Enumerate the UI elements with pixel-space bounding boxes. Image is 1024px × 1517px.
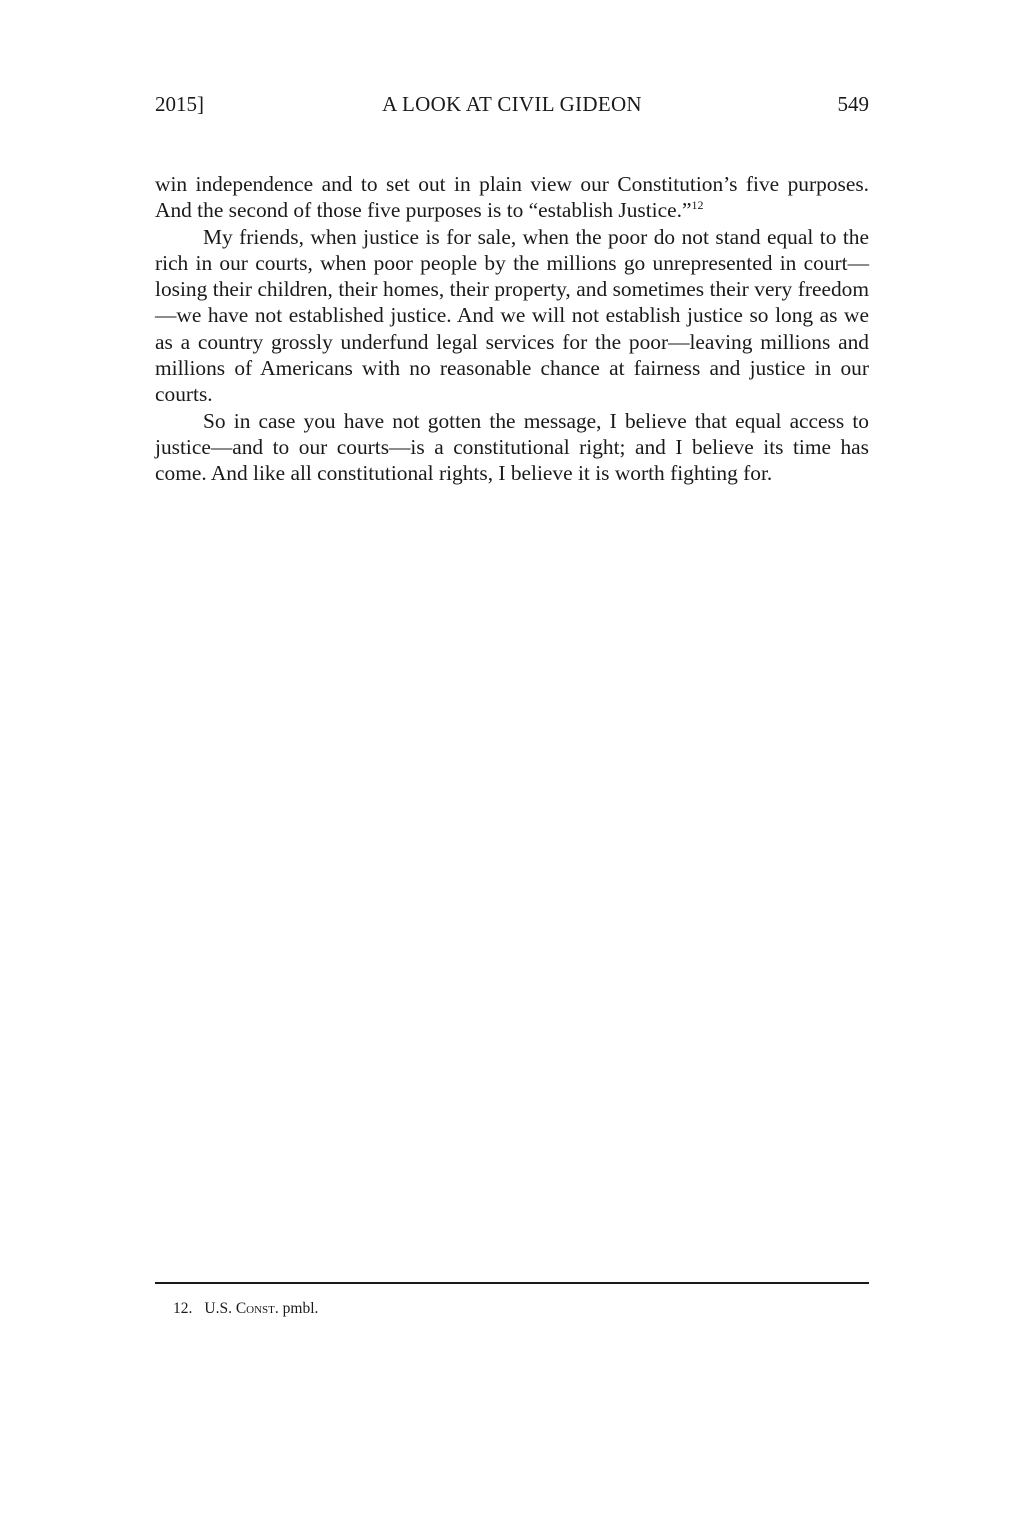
paragraph-2: My friends, when justice is for sale, when the poor do not stand equal to the rich in our courts, when poor people by the millions go unrepresented in court—losing their children, their homes, their property, and sometimes their very freedom—we have not established justice. And we will not establish justice so long as we as a country grossly underfund legal services for the poor—leaving millions and millions of Americans with no reasonable chance at fairness and justice in our courts. [155,224,869,407]
header-article-title: A LOOK AT CIVIL GIDEON [382,92,642,116]
footnote-number: 12. [173,1300,193,1317]
document-page [155,0,869,1517]
running-header [155,92,869,122]
paragraph-1 [155,171,869,224]
footnote-author: U.S. [204,1300,232,1317]
header-volume-year: 2015] [155,92,204,116]
footnote-item [155,1299,869,1319]
paragraph-3: So in case you have not gotten the message, I believe that equal access to justice—and to our courts—is a constitutional right; and I believe its time has come. And like all constitutional rights, I believe it is worth fighting for. [155,408,869,486]
header-page-number: 549 [837,92,869,116]
footnotes [155,1299,869,1319]
footnote-source: Const [235,1300,275,1317]
body-text [155,171,869,487]
footnote-divider [155,1282,869,1284]
footnote-reference[interactable]: 12 [691,198,704,213]
footnote-pinpoint: . pmbl. [274,1300,319,1317]
paragraph-1-text: win independence and to set out in plain view our Constitution’s five purposes. And the second of those five purposes is to “establish Justice.” [155,172,869,223]
